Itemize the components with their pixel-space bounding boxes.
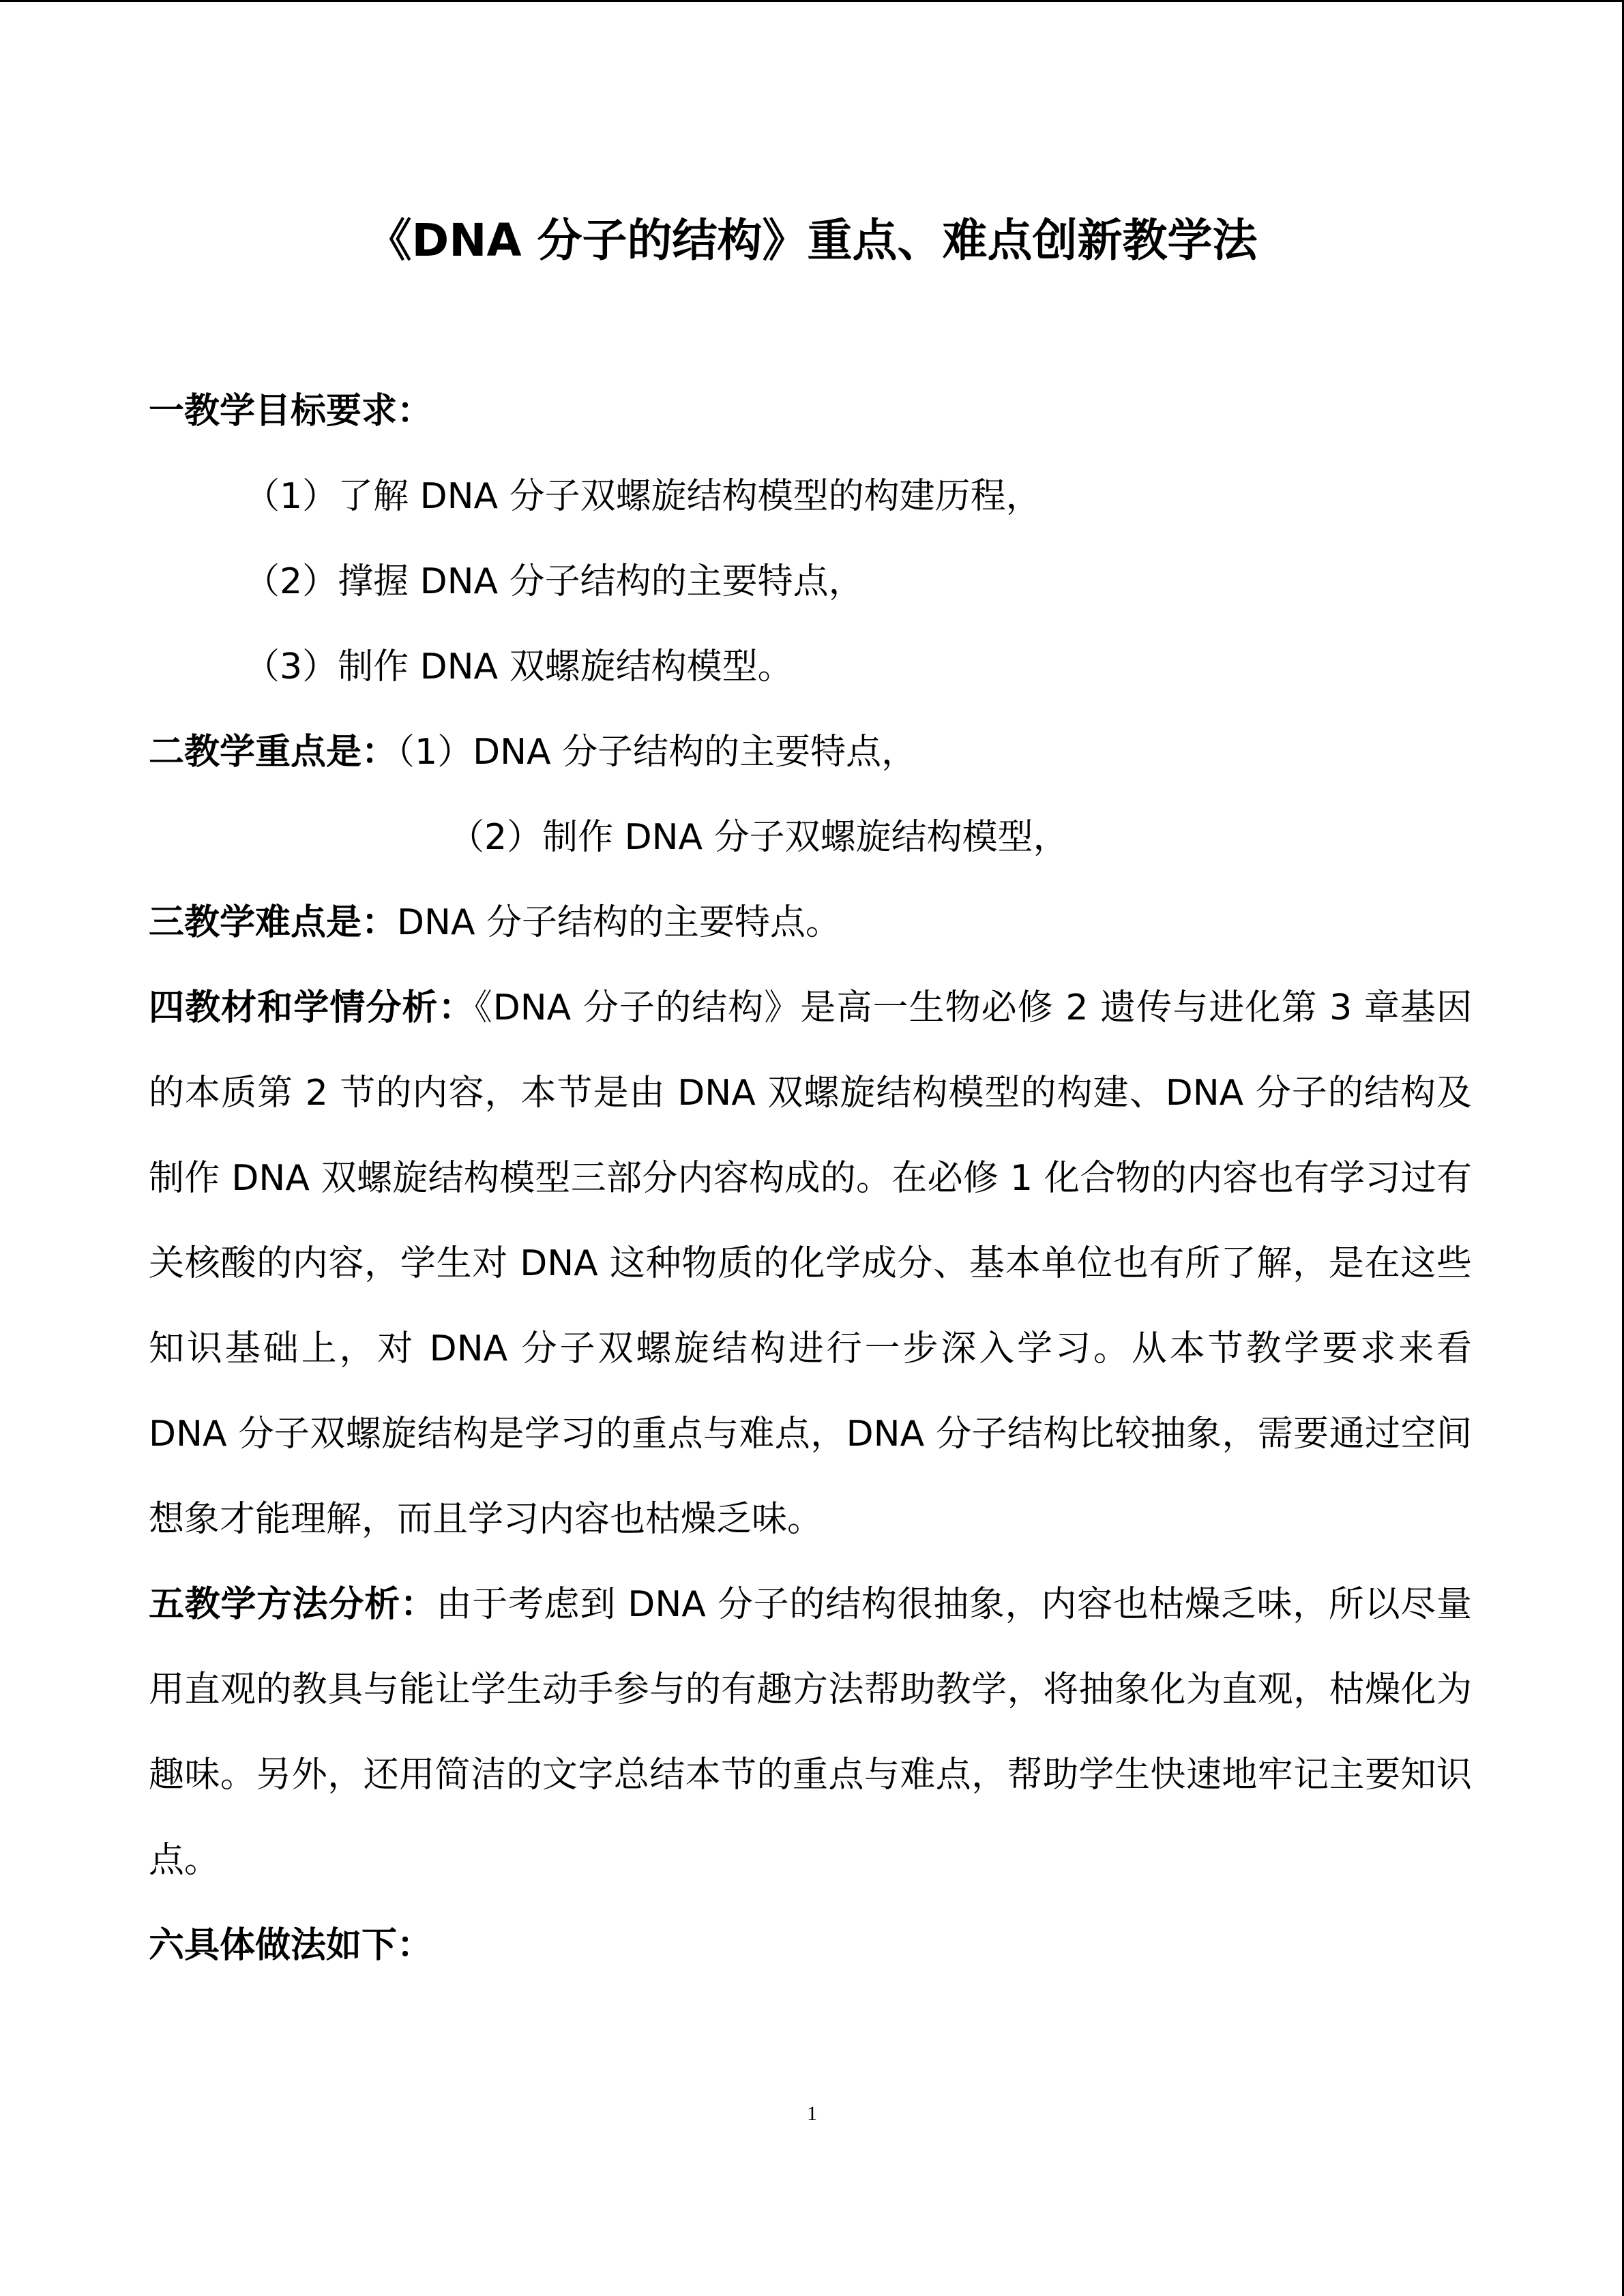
section-heading-goals: 一教学目标要求： (149, 391, 433, 432)
method-text: 由于考虑到 DNA 分子的结构很抽象，内容也枯燥乏味，所以尽量用直观的教具与能让学生动手参与的有趣方法帮助教学，将抽象化为直观，枯燥化为趣味。另外，还用简洁的文字总结本节的重点与难点，帮助学生快速地牢记主要知识点。 (149, 1584, 1472, 1881)
section-heading-difficulty: 三教学难点是： (149, 902, 398, 943)
section-heading-key-points: 二教学重点是： (149, 732, 398, 773)
page-number: 1 (807, 2102, 817, 2125)
method-paragraph (149, 1562, 1472, 1903)
key-point-item: （1）DNA 分子结构的主要特点， (397, 732, 917, 773)
goal-item: （1）了解 DNA 分子双螺旋结构模型的构建历程， (244, 476, 1042, 517)
key-points-row (149, 710, 1472, 795)
section-heading-method: 五教学方法分析： (149, 1584, 437, 1625)
analysis-paragraph (149, 966, 1472, 1562)
key-point-item: （2）制作 DNA 分子双螺旋结构模型， (449, 817, 1069, 858)
section-heading-practice: 六具体做法如下： (149, 1925, 433, 1966)
difficulty-text: DNA 分子结构的主要特点。 (397, 902, 842, 943)
document-body (149, 369, 1472, 1988)
goal-item: （2）撑握 DNA 分子结构的主要特点， (244, 561, 864, 602)
analysis-text: 《DNA 分子的结构》是高一生物必修 2 遗传与进化第 3 章基因的本质第 2 节的内容，本节是由 DNA 双螺旋结构模型的构建、DNA 分子的结构及制作 DNA 双螺旋结构模型三部分内容构成的。在必修 1 化合物的内容也有学习过有关核酸的内容，学生对 DNA 这种物质的化学成分、基本单位也有所了解，是在这些知识基础上，对 DNA 分子双螺旋结构进行一步深入学习。从本节教学要求来看 DNA 分子双螺旋结构是学习的重点与难点，DNA 分子结构比较抽象，需要通过空间想象才能理解，而且学习内容也枯燥乏味。 (149, 987, 1472, 1540)
page-title: 《DNA 分子的结构》重点、难点创新教学法 (366, 214, 1258, 267)
section-heading-analysis: 四教材和学情分析： (149, 987, 475, 1028)
difficulty-row (149, 880, 1472, 966)
goal-item: （3）制作 DNA 双螺旋结构模型。 (244, 646, 793, 687)
